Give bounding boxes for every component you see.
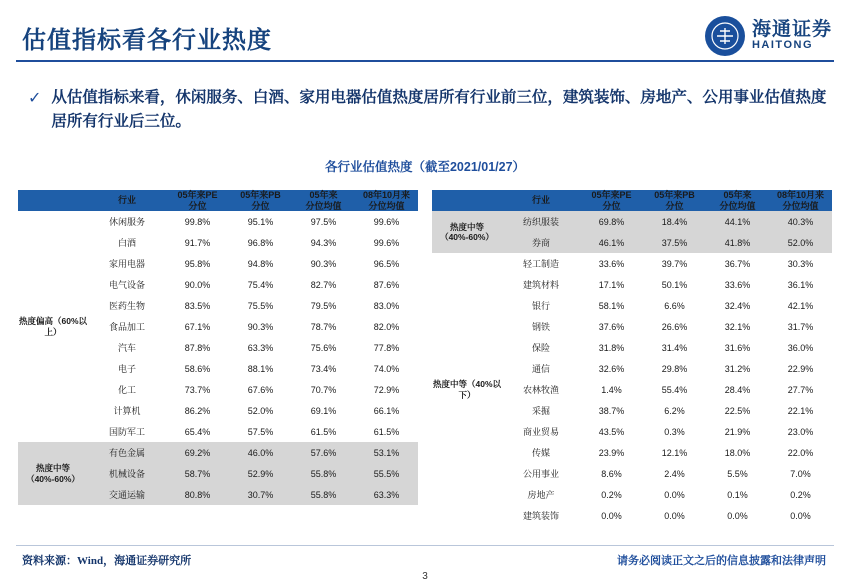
value-cell: 69.8% <box>580 211 643 232</box>
value-cell: 57.5% <box>229 421 292 442</box>
value-cell: 91.7% <box>166 232 229 253</box>
table-header-avg05: 05年来 分位均值 <box>292 190 355 211</box>
value-cell: 90.3% <box>229 316 292 337</box>
industry-name: 计算机 <box>88 400 166 421</box>
industry-name: 通信 <box>502 358 580 379</box>
value-cell: 1.4% <box>580 379 643 400</box>
table-header-pb: 05年来PB 分位 <box>643 190 706 211</box>
industry-name: 公用事业 <box>502 463 580 484</box>
group-label: 热度中等（40%-60%） <box>432 211 502 253</box>
table-header-row <box>18 190 418 211</box>
value-cell: 8.6% <box>580 463 643 484</box>
table-header-spacer <box>432 190 502 211</box>
value-cell: 31.6% <box>706 337 769 358</box>
value-cell: 78.7% <box>292 316 355 337</box>
value-cell: 75.4% <box>229 274 292 295</box>
table-row <box>432 253 832 274</box>
industry-name: 银行 <box>502 295 580 316</box>
value-cell: 7.0% <box>769 463 832 484</box>
value-cell: 0.2% <box>769 484 832 505</box>
value-cell: 6.2% <box>643 400 706 421</box>
company-logo <box>705 16 832 56</box>
industry-name: 白酒 <box>88 232 166 253</box>
value-cell: 95.1% <box>229 211 292 232</box>
value-cell: 0.0% <box>706 505 769 526</box>
industry-name: 医药生物 <box>88 295 166 316</box>
industry-name: 建筑材料 <box>502 274 580 295</box>
table-caption: 各行业估值热度（截至2021/01/27） <box>324 160 526 174</box>
industry-name: 化工 <box>88 379 166 400</box>
value-cell: 42.1% <box>769 295 832 316</box>
value-cell: 83.5% <box>166 295 229 316</box>
table-header-pe: 05年来PE 分位 <box>580 190 643 211</box>
value-cell: 88.1% <box>229 358 292 379</box>
group-label: 热度中等（40%以下） <box>432 253 502 526</box>
table-left-body <box>18 211 418 505</box>
value-cell: 22.5% <box>706 400 769 421</box>
page-number: 3 <box>422 571 428 582</box>
industry-name: 有色金属 <box>88 442 166 463</box>
table-left <box>18 190 418 505</box>
value-cell: 82.0% <box>355 316 418 337</box>
value-cell: 18.0% <box>706 442 769 463</box>
value-cell: 87.6% <box>355 274 418 295</box>
value-cell: 0.2% <box>580 484 643 505</box>
value-cell: 32.1% <box>706 316 769 337</box>
industry-name: 商业贸易 <box>502 421 580 442</box>
value-cell: 17.1% <box>580 274 643 295</box>
value-cell: 36.1% <box>769 274 832 295</box>
industry-name: 家用电器 <box>88 253 166 274</box>
value-cell: 55.8% <box>292 463 355 484</box>
industry-name: 电气设备 <box>88 274 166 295</box>
value-cell: 41.8% <box>706 232 769 253</box>
table-right <box>432 190 832 526</box>
check-icon: ✓ <box>28 90 42 107</box>
value-cell: 44.1% <box>706 211 769 232</box>
value-cell: 83.0% <box>355 295 418 316</box>
value-cell: 40.3% <box>769 211 832 232</box>
value-cell: 86.2% <box>166 400 229 421</box>
industry-name: 采掘 <box>502 400 580 421</box>
value-cell: 38.7% <box>580 400 643 421</box>
value-cell: 63.3% <box>355 484 418 505</box>
value-cell: 99.8% <box>166 211 229 232</box>
value-cell: 57.6% <box>292 442 355 463</box>
value-cell: 0.0% <box>769 505 832 526</box>
table-right-head <box>432 190 832 211</box>
value-cell: 69.2% <box>166 442 229 463</box>
industry-name: 轻工制造 <box>502 253 580 274</box>
logo-text <box>752 20 832 51</box>
value-cell: 79.5% <box>292 295 355 316</box>
value-cell: 75.5% <box>229 295 292 316</box>
industry-name: 汽车 <box>88 337 166 358</box>
page-title: 估值指标看各行业热度 <box>22 27 272 54</box>
industry-name: 国防军工 <box>88 421 166 442</box>
table-row <box>432 211 832 232</box>
value-cell: 5.5% <box>706 463 769 484</box>
value-cell: 67.1% <box>166 316 229 337</box>
value-cell: 58.6% <box>166 358 229 379</box>
value-cell: 22.9% <box>769 358 832 379</box>
industry-name: 食品加工 <box>88 316 166 337</box>
value-cell: 27.7% <box>769 379 832 400</box>
value-cell: 46.0% <box>229 442 292 463</box>
value-cell: 6.6% <box>643 295 706 316</box>
value-cell: 31.2% <box>706 358 769 379</box>
value-cell: 46.1% <box>580 232 643 253</box>
value-cell: 55.5% <box>355 463 418 484</box>
value-cell: 99.6% <box>355 232 418 253</box>
value-cell: 23.9% <box>580 442 643 463</box>
industry-name: 纺织服装 <box>502 211 580 232</box>
value-cell: 74.0% <box>355 358 418 379</box>
value-cell: 99.6% <box>355 211 418 232</box>
value-cell: 90.3% <box>292 253 355 274</box>
industry-name: 传媒 <box>502 442 580 463</box>
value-cell: 63.3% <box>229 337 292 358</box>
table-right-body <box>432 211 832 526</box>
table-header-row <box>432 190 832 211</box>
value-cell: 22.1% <box>769 400 832 421</box>
value-cell: 26.6% <box>643 316 706 337</box>
value-cell: 90.0% <box>166 274 229 295</box>
value-cell: 53.1% <box>355 442 418 463</box>
table-header-avg0810: 08年10月来 分位均值 <box>769 190 832 211</box>
valuation-table-right <box>432 190 832 526</box>
value-cell: 0.0% <box>643 505 706 526</box>
value-cell: 12.1% <box>643 442 706 463</box>
value-cell: 61.5% <box>292 421 355 442</box>
value-cell: 32.6% <box>580 358 643 379</box>
value-cell: 28.4% <box>706 379 769 400</box>
value-cell: 87.8% <box>166 337 229 358</box>
value-cell: 21.9% <box>706 421 769 442</box>
value-cell: 0.1% <box>706 484 769 505</box>
value-cell: 22.0% <box>769 442 832 463</box>
table-left-head <box>18 190 418 211</box>
industry-name: 保险 <box>502 337 580 358</box>
value-cell: 73.7% <box>166 379 229 400</box>
value-cell: 2.4% <box>643 463 706 484</box>
table-row <box>18 211 418 232</box>
industry-name: 农林牧渔 <box>502 379 580 400</box>
value-cell: 52.9% <box>229 463 292 484</box>
value-cell: 67.6% <box>229 379 292 400</box>
bullet-paragraph <box>28 86 828 134</box>
value-cell: 29.8% <box>643 358 706 379</box>
value-cell: 36.7% <box>706 253 769 274</box>
disclaimer-note: 请务必阅读正文之后的信息披露和法律声明 <box>617 555 826 567</box>
value-cell: 52.0% <box>769 232 832 253</box>
value-cell: 0.3% <box>643 421 706 442</box>
value-cell: 66.1% <box>355 400 418 421</box>
value-cell: 33.6% <box>580 253 643 274</box>
table-header-pe: 05年来PE 分位 <box>166 190 229 211</box>
slide-header <box>0 0 850 68</box>
value-cell: 69.1% <box>292 400 355 421</box>
table-row <box>18 442 418 463</box>
table-header-pb: 05年来PB 分位 <box>229 190 292 211</box>
value-cell: 32.4% <box>706 295 769 316</box>
table-header-avg0810: 08年10月来 分位均值 <box>355 190 418 211</box>
bullet-text: 从估值指标来看，休闲服务、白酒、家用电器估值热度居所有行业前三位，建筑装饰、房地产、公用事业估值热度居所有行业后三位。 <box>51 89 827 131</box>
industry-name: 休闲服务 <box>88 211 166 232</box>
value-cell: 33.6% <box>706 274 769 295</box>
group-label: 热度偏高（60%以上） <box>18 211 88 442</box>
value-cell: 58.7% <box>166 463 229 484</box>
value-cell: 43.5% <box>580 421 643 442</box>
industry-name: 机械设备 <box>88 463 166 484</box>
value-cell: 23.0% <box>769 421 832 442</box>
value-cell: 18.4% <box>643 211 706 232</box>
value-cell: 30.3% <box>769 253 832 274</box>
value-cell: 96.5% <box>355 253 418 274</box>
value-cell: 65.4% <box>166 421 229 442</box>
value-cell: 36.0% <box>769 337 832 358</box>
value-cell: 31.4% <box>643 337 706 358</box>
industry-name: 券商 <box>502 232 580 253</box>
value-cell: 30.7% <box>229 484 292 505</box>
value-cell: 82.7% <box>292 274 355 295</box>
value-cell: 75.6% <box>292 337 355 358</box>
value-cell: 52.0% <box>229 400 292 421</box>
table-header-industry: 行业 <box>502 190 580 211</box>
value-cell: 95.8% <box>166 253 229 274</box>
industry-name: 电子 <box>88 358 166 379</box>
value-cell: 96.8% <box>229 232 292 253</box>
value-cell: 55.8% <box>292 484 355 505</box>
value-cell: 31.8% <box>580 337 643 358</box>
value-cell: 77.8% <box>355 337 418 358</box>
table-header-avg05: 05年来 分位均值 <box>706 190 769 211</box>
valuation-table-left <box>18 190 418 505</box>
value-cell: 70.7% <box>292 379 355 400</box>
value-cell: 55.4% <box>643 379 706 400</box>
value-cell: 97.5% <box>292 211 355 232</box>
value-cell: 0.0% <box>643 484 706 505</box>
industry-name: 钢铁 <box>502 316 580 337</box>
group-label: 热度中等（40%-60%） <box>18 442 88 505</box>
industry-name: 建筑装饰 <box>502 505 580 526</box>
footer-divider <box>16 545 834 546</box>
title-divider <box>16 60 834 62</box>
value-cell: 73.4% <box>292 358 355 379</box>
value-cell: 94.8% <box>229 253 292 274</box>
table-header-spacer <box>18 190 88 211</box>
industry-name: 交通运输 <box>88 484 166 505</box>
value-cell: 50.1% <box>643 274 706 295</box>
table-header-industry: 行业 <box>88 190 166 211</box>
haitong-logo-icon <box>705 16 745 56</box>
value-cell: 61.5% <box>355 421 418 442</box>
industry-name: 房地产 <box>502 484 580 505</box>
logo-text-cn: 海通证券 <box>751 19 832 41</box>
value-cell: 31.7% <box>769 316 832 337</box>
value-cell: 39.7% <box>643 253 706 274</box>
value-cell: 37.6% <box>580 316 643 337</box>
value-cell: 37.5% <box>643 232 706 253</box>
value-cell: 72.9% <box>355 379 418 400</box>
source-note: 资料来源：Wind，海通证券研究所 <box>22 555 192 567</box>
value-cell: 58.1% <box>580 295 643 316</box>
value-cell: 94.3% <box>292 232 355 253</box>
value-cell: 0.0% <box>580 505 643 526</box>
value-cell: 80.8% <box>166 484 229 505</box>
logo-text-en: HAITONG <box>751 39 814 52</box>
